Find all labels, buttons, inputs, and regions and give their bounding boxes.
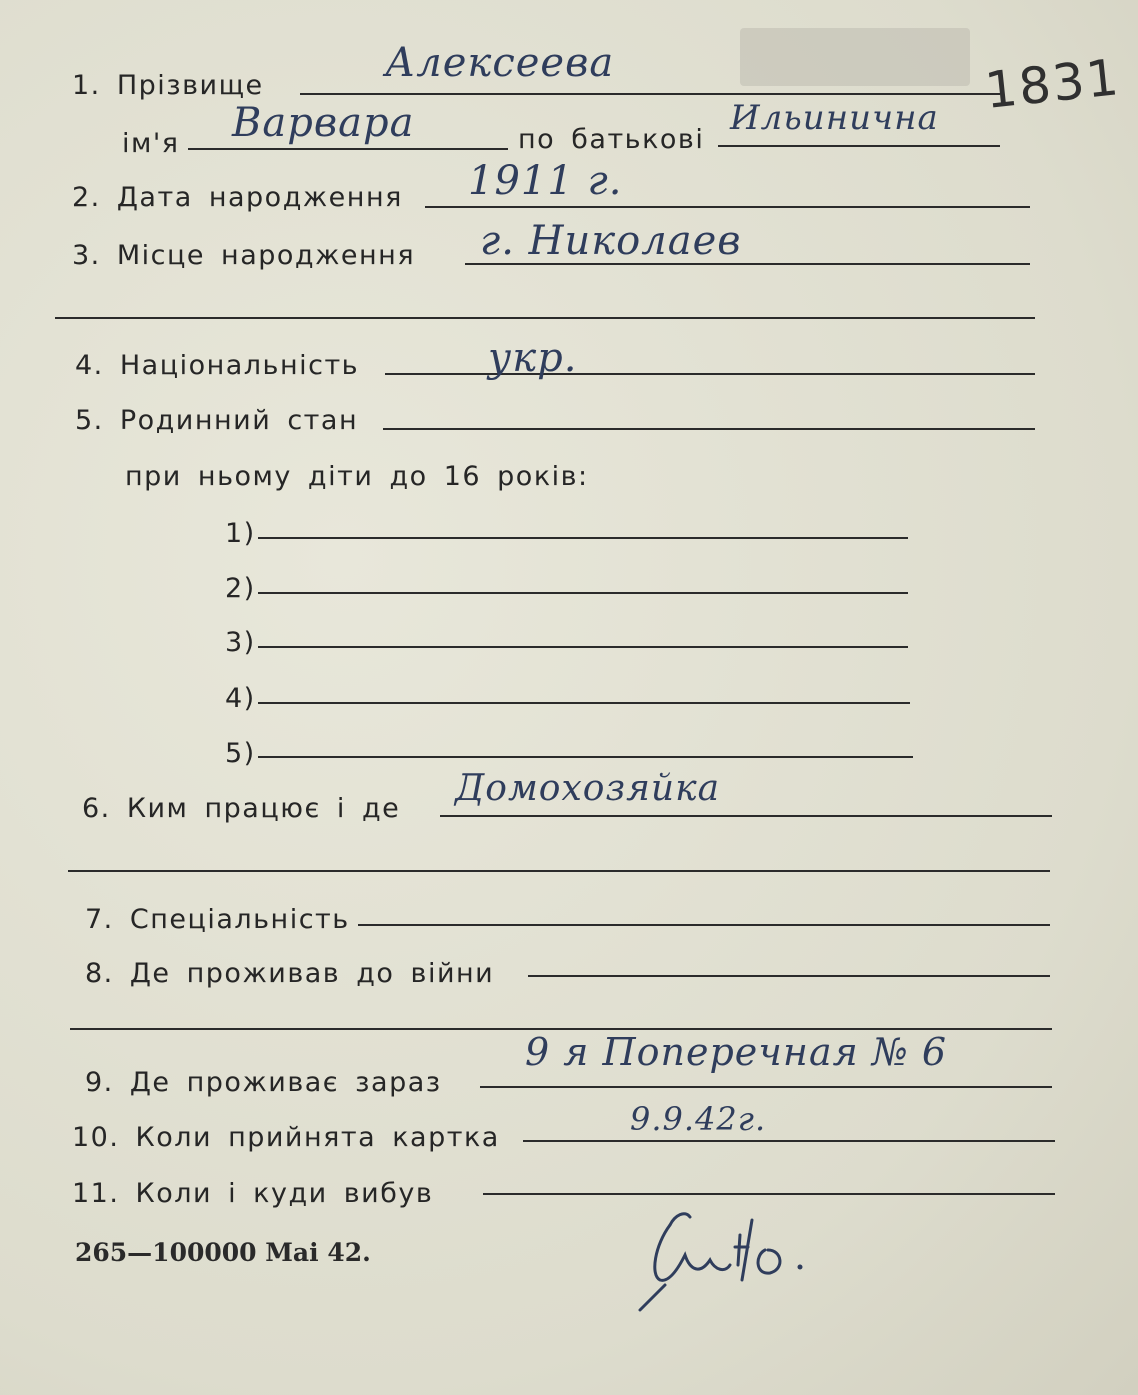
line-card-accepted (523, 1140, 1055, 1142)
label-nationality: 4. Національність (75, 350, 360, 381)
label-card-accepted: 10. Коли прийнята картка (72, 1122, 500, 1153)
label-surname: 1. Прізвище (72, 70, 264, 101)
label-birth-date: 2. Дата народження (72, 182, 403, 213)
line-prewar-residence (528, 975, 1050, 977)
signature (630, 1195, 820, 1315)
child-1-label: 1) (225, 518, 256, 549)
child-3-label: 3) (225, 627, 256, 658)
child-3-line (258, 646, 908, 648)
line-first-name (188, 148, 508, 150)
child-2-line (258, 592, 908, 594)
line-occupation-2 (68, 870, 1050, 872)
faded-stamp (740, 28, 970, 86)
value-patronymic: Ильинична (730, 98, 939, 138)
line-birth-date (425, 206, 1030, 208)
label-children: при ньому діти до 16 років: (125, 461, 589, 492)
label-occupation: 6. Ким працює і де (82, 793, 401, 824)
child-4-line (258, 702, 910, 704)
archive-number: 1831 (982, 48, 1123, 120)
child-5-label: 5) (225, 738, 256, 769)
line-marital-status (383, 428, 1035, 430)
child-5-line (258, 756, 913, 758)
label-birth-place: 3. Місце народження (72, 240, 416, 271)
line-surname (300, 93, 1000, 95)
value-occupation: Домохозяйка (455, 768, 721, 809)
child-1-line (258, 537, 908, 539)
value-card-accepted: 9.9.42г. (630, 1100, 767, 1138)
value-surname: Алексеева (385, 40, 615, 86)
label-departure: 11. Коли і куди вибув (72, 1178, 434, 1209)
value-birth-place: г. Николаев (480, 218, 742, 264)
label-current-residence: 9. Де проживає зараз (85, 1067, 442, 1098)
label-prewar-residence: 8. Де проживав до війни (85, 958, 495, 989)
value-nationality: укр. (488, 335, 578, 381)
line-occupation (440, 815, 1052, 817)
value-current-residence: 9 я Поперечная № 6 (525, 1030, 948, 1074)
child-4-label: 4) (225, 683, 256, 714)
value-first-name: Варвара (232, 100, 415, 146)
print-code: 265—100000 Mai 42. (75, 1238, 371, 1267)
label-patronymic: по батькові (518, 124, 705, 155)
line-current-residence (480, 1086, 1052, 1088)
line-specialty (358, 924, 1050, 926)
label-first-name: ім'я (122, 128, 180, 159)
line-patronymic (718, 145, 1000, 147)
line-nationality (385, 373, 1035, 375)
label-marital-status: 5. Родинний стан (75, 405, 359, 436)
label-specialty: 7. Спеціальність (85, 904, 350, 935)
value-birth-date: 1911 г. (468, 158, 623, 204)
child-2-label: 2) (225, 573, 256, 604)
line-birth-place-2 (55, 317, 1035, 319)
